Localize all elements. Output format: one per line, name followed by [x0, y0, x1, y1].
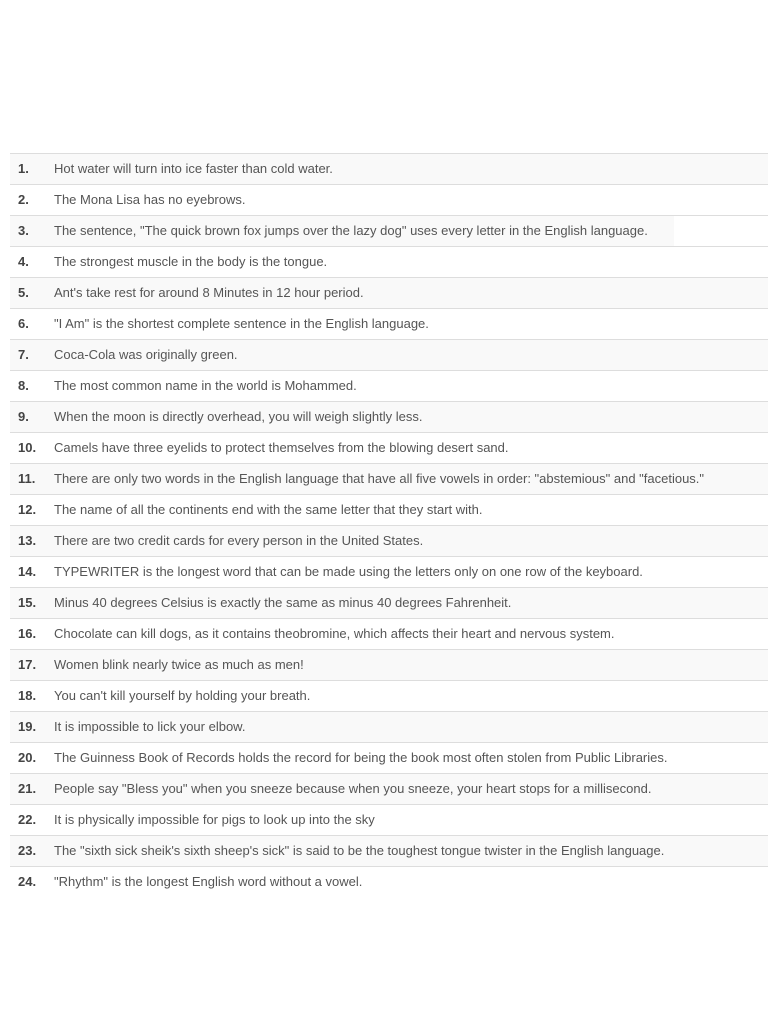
table-row [10, 619, 768, 650]
fact-text: Chocolate can kill dogs, as it contains theobromine, which affects their heart and nervous system. [54, 619, 768, 650]
table-row [10, 650, 768, 681]
fact-text: Hot water will turn into ice faster than cold water. [54, 154, 768, 185]
fact-text: When the moon is directly overhead, you will weigh slightly less. [54, 402, 768, 433]
fact-text: Women blink nearly twice as much as men! [54, 650, 768, 681]
fact-number: 12. [10, 495, 54, 526]
table-row [10, 743, 768, 774]
table-row [10, 309, 768, 340]
table-row [10, 185, 768, 216]
fact-number: 3. [10, 216, 54, 247]
fact-text: There are only two words in the English language that have all five vowels in order: "abstemious" and "facetious." [54, 464, 768, 495]
fact-number: 22. [10, 805, 54, 836]
fact-text: Camels have three eyelids to protect themselves from the blowing desert sand. [54, 433, 768, 464]
fact-number: 8. [10, 371, 54, 402]
table-row [10, 805, 768, 836]
fact-number: 19. [10, 712, 54, 743]
table-row [10, 774, 768, 805]
table-row [10, 402, 768, 433]
table-row [10, 557, 768, 588]
fact-text: People say "Bless you" when you sneeze because when you sneeze, your heart stops for a millisecond. [54, 774, 768, 805]
fact-text: You can't kill yourself by holding your breath. [54, 681, 768, 712]
table-row [10, 340, 768, 371]
fact-text: Ant's take rest for around 8 Minutes in 12 hour period. [54, 278, 768, 309]
table-row [10, 464, 768, 495]
fact-text: The name of all the continents end with the same letter that they start with. [54, 495, 768, 526]
fact-text: The most common name in the world is Mohammed. [54, 371, 768, 402]
fact-number: 18. [10, 681, 54, 712]
fact-text: The Mona Lisa has no eyebrows. [54, 185, 768, 216]
table-row [10, 433, 768, 464]
fact-text: Minus 40 degrees Celsius is exactly the same as minus 40 degrees Fahrenheit. [54, 588, 768, 619]
fact-number: 17. [10, 650, 54, 681]
fact-number: 15. [10, 588, 54, 619]
table-row [10, 216, 768, 247]
fact-text: The sentence, "The quick brown fox jumps over the lazy dog" uses every letter in the English language. [54, 216, 674, 246]
fact-text: There are two credit cards for every person in the United States. [54, 526, 768, 557]
fact-text: Coca-Cola was originally green. [54, 340, 768, 371]
fact-text: The strongest muscle in the body is the tongue. [54, 247, 768, 278]
fact-number: 14. [10, 557, 54, 588]
fact-number: 13. [10, 526, 54, 557]
table-row [10, 681, 768, 712]
fact-number: 16. [10, 619, 54, 650]
fact-number: 6. [10, 309, 54, 340]
table-row [10, 247, 768, 278]
fact-number: 4. [10, 247, 54, 278]
fact-number: 7. [10, 340, 54, 371]
fact-number: 9. [10, 402, 54, 433]
fact-text-cell [54, 216, 768, 247]
table-row [10, 836, 768, 867]
table-row [10, 495, 768, 526]
table-row [10, 867, 768, 898]
fact-text: TYPEWRITER is the longest word that can be made using the letters only on one row of the keyboard. [54, 557, 768, 588]
fact-text: The "sixth sick sheik's sixth sheep's sick" is said to be the toughest tongue twister in the English language. [54, 836, 768, 867]
table-row [10, 371, 768, 402]
fact-number: 5. [10, 278, 54, 309]
fact-text: It is physically impossible for pigs to look up into the sky [54, 805, 768, 836]
fact-number: 2. [10, 185, 54, 216]
table-row [10, 712, 768, 743]
fact-number: 11. [10, 464, 54, 495]
fact-text: "I Am" is the shortest complete sentence in the English language. [54, 309, 768, 340]
fact-text: "Rhythm" is the longest English word without a vowel. [54, 867, 768, 898]
fact-number: 20. [10, 743, 54, 774]
fact-number: 23. [10, 836, 54, 867]
fact-number: 10. [10, 433, 54, 464]
facts-table-body [10, 154, 768, 898]
fact-number: 1. [10, 154, 54, 185]
table-row [10, 588, 768, 619]
table-row [10, 526, 768, 557]
facts-table [10, 153, 768, 897]
fact-text: The Guinness Book of Records holds the record for being the book most often stolen from Public Libraries. [54, 743, 768, 774]
table-row [10, 278, 768, 309]
fact-number: 24. [10, 867, 54, 898]
fact-text: It is impossible to lick your elbow. [54, 712, 768, 743]
table-row [10, 154, 768, 185]
fact-number: 21. [10, 774, 54, 805]
